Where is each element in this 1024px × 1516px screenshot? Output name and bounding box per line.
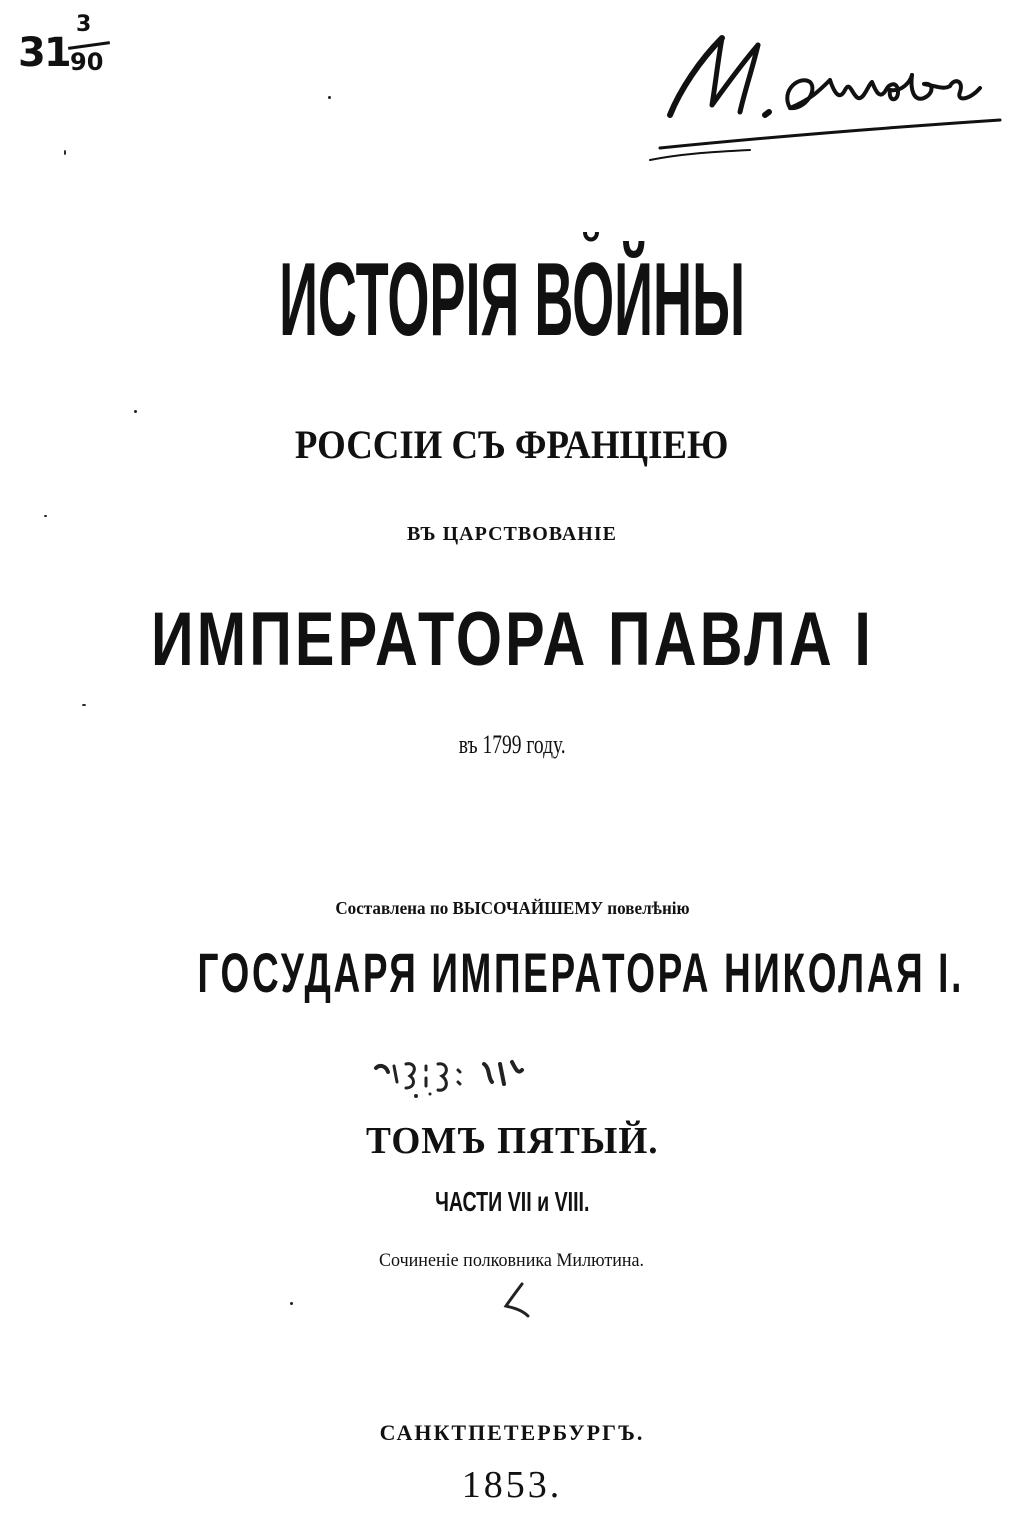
pencil-check-mark <box>498 1280 538 1320</box>
emperor-heading-text: ИМПЕРАТОРА ПАВЛА I <box>150 597 874 682</box>
volume-heading-text: ТОМЪ ПЯТЫЙ. <box>365 1120 659 1162</box>
sovereign-heading-text: ГОСУДАРЯ ИМПЕРАТОРА НИКОЛАЯ I. <box>197 941 965 1004</box>
compiled-by-text: Составлена по ВЫСОЧАЙШЕМУ повелѣнію <box>334 898 690 918</box>
parts-line-text: ЧАСТИ VII и VIII. <box>434 1186 590 1217</box>
handwritten-signature <box>640 20 1010 170</box>
author-line-text: Сочиненіе полковника Милютина. <box>379 1250 645 1271</box>
scan-speck <box>44 515 47 517</box>
shelfmark-number: 31 <box>18 30 70 76</box>
volume-heading <box>0 1118 1024 1164</box>
campaign-year-line <box>0 728 1024 762</box>
shelfmark-fraction-top: 3 <box>76 12 92 37</box>
subtitle-russia-france-text: РОССІИ СЪ ФРАНЦІЕЮ <box>295 422 729 467</box>
scan-speck <box>328 96 331 99</box>
shelfmark-fraction-bottom: 90 <box>70 48 104 76</box>
subtitle-russia-france <box>0 420 1024 470</box>
campaign-year-text: въ 1799 году. <box>458 730 566 759</box>
library-stamp <box>366 1054 536 1102</box>
scan-speck <box>64 150 66 155</box>
parts-line <box>0 1184 1024 1220</box>
breve-mark <box>582 230 600 244</box>
shelfmark <box>18 8 118 78</box>
sovereign-heading <box>0 938 1024 1008</box>
book-title <box>0 240 1024 360</box>
scan-speck <box>290 1302 293 1305</box>
compiled-by-line <box>0 895 1024 921</box>
subtitle-reign: ВЪ ЦАРСТВОВАНІЕ <box>407 523 617 545</box>
scan-speck <box>134 410 137 413</box>
publication-city: САНКТПЕТЕРБУРГЪ. <box>379 1420 645 1445</box>
scan-speck <box>82 704 86 706</box>
book-title-text: ИСТОРІЯ ВОЙНЫ <box>279 242 745 358</box>
author-line <box>0 1248 1024 1274</box>
publication-year: 1853. <box>461 1464 563 1506</box>
emperor-heading <box>0 597 1024 682</box>
